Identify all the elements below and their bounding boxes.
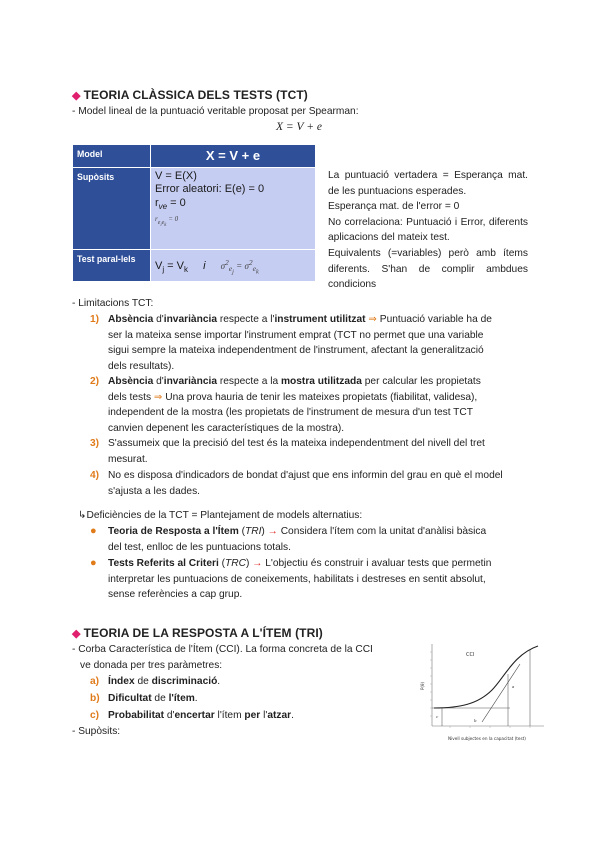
formula: X = V + e — [276, 121, 322, 133]
r-ve-formula: $r_{ve} = 0$ — [155, 196, 186, 211]
cci-line-2: ve donada per tres paràmetres: — [80, 660, 223, 671]
arrow-right-icon: → — [267, 526, 278, 537]
explanation-4: Equivalents (=variables) però amb ítems diferents. S'han de complir ambdues condicions — [328, 247, 528, 291]
diamond-bullet-icon: ◆ — [72, 628, 81, 640]
table-cell: X = V + e — [151, 145, 316, 168]
section-title-tri: ◆ TEORIA DE LA RESPOSTA A L'ÍTEM (TRI) — [72, 626, 323, 640]
param-b-label: b — [474, 718, 477, 723]
explanation-1: La puntuació vertadera = Esperança mat. de les puntuacions esperades. — [328, 170, 528, 197]
deficiencies-heading: ↳Deficiències de la TCT = Plantejament de models alternatius: — [78, 510, 363, 521]
parallel-vj-vk: $V_j = V_k$ — [155, 259, 188, 274]
bullet-icon: ● — [90, 557, 97, 569]
params-list — [90, 674, 294, 725]
table-label: Supòsits — [73, 167, 151, 249]
limitation-1-line-1: Absència d'invariància respecte a l'instrument utilitzat ⇒ Puntuació variable ha de — [108, 314, 492, 325]
conjunction: i — [203, 259, 206, 272]
explanation-2: Esperança mat. de l'error = 0 — [328, 201, 460, 213]
explanations — [328, 168, 528, 293]
limitation-2-line-1: Absència d'invariància respecte a la mostra utilitzada per calcular les propietats — [108, 376, 481, 387]
limitation-2-line-2: dels tests ⇒ Una prova hauria de tenir les mateixes propietats (fiabilitat, validesa), — [108, 391, 478, 403]
list-item: 1) Absència d'invariància respecte a l'instrument utilitzat ⇒ Puntuació variable ha de ser la mateixa sense importar l'instrument emprat (TCT no permet que una variable sigui sempre la mateixa independentment de l'instrument, afectant la generalització dels resultats). — [90, 312, 530, 374]
diamond-bullet-icon: ◆ — [72, 90, 81, 102]
figure-xlabel: Nivell subjectes en la capacitat (test) — [448, 736, 526, 741]
table-cell: V = E(X) Error aleatori: E(e) = 0 $r_{ve} = 0$ $r_{e_ie_k} = 0$ — [151, 167, 316, 249]
figure-title: CCI — [466, 652, 475, 658]
suposits-label: - Supòsits: — [72, 726, 121, 737]
cci-plot — [420, 638, 550, 748]
figure-ylabel: P(θ) — [420, 682, 425, 690]
list-item: 3) S'assumeix que la precisió del test és la mateixa independentment del nivell del tret mesurat. — [90, 438, 485, 465]
model-table — [72, 144, 316, 282]
table-row — [73, 249, 316, 282]
r-eiek-formula: $r_{e_ie_k} = 0$ — [155, 215, 179, 228]
list-item: ● Teoria de Resposta a l'Ítem (TRI) → Considera l'ítem com la unitat d'anàlisi bàsica del test, enlloc de les puntuacions totals. — [90, 525, 487, 553]
section-title-tct: ◆ TEORIA CLÀSSICA DELS TESTS (TCT) — [72, 88, 308, 102]
bullet-icon: ● — [90, 525, 97, 537]
limitations-heading: - Limitacions TCT: — [72, 298, 154, 309]
intro-text: - Model lineal de la puntuació veritable proposat per Spearman: — [72, 106, 359, 117]
table-cell — [151, 249, 316, 282]
list-item: a) Índex de discriminació. — [90, 676, 221, 687]
deficiencies-list — [90, 524, 530, 604]
list-item: 4) No es disposa d'indicadors de bondat d'ajust que ens informin del grau en què el model s'ajusta a les dades. — [90, 470, 503, 497]
param-a-label: a — [512, 684, 515, 689]
param-c-label: c — [436, 714, 439, 719]
table-label: Model — [73, 145, 151, 168]
arrow-right-icon: → — [252, 558, 263, 569]
cci-figure — [420, 638, 550, 748]
list-item: 2) Absència d'invariància respecte a la mostra utilitzada per calcular les propietats dels tests ⇒ Una prova hauria de tenir les mateixes propietats (fiabilitat, validesa), independent de la mostra (les propietats de l'instrument de mesura d'un test TCT canvien depenent les característiques de la mostra). — [90, 374, 530, 436]
list-item: c) Probabilitat d'encertar l'ítem per l'atzar. — [90, 710, 294, 721]
cci-line-1: - Corba Característica de l'Ítem (CCI). La forma concreta de la CCI — [72, 644, 373, 655]
limitations-list — [90, 312, 530, 500]
table-row — [73, 167, 316, 249]
table-row — [73, 145, 316, 168]
explanation-3: No correlaciona: Puntuació i Error, diferents aplicacions del mateix test. — [328, 216, 528, 244]
list-item: b) Dificultat de l'ítem. — [90, 693, 198, 704]
list-item: ● Tests Referits al Criteri (TRC) → L'objectiu és construir i avaluar tests que permetin interpretar les puntuacions de coneixements, habilitats i destreses en sentit absolut, sense referències a cap grup. — [90, 557, 492, 601]
variance-equality: $\sigma^2_{e_j} = \sigma^2_{e_k}$ — [220, 257, 259, 276]
table-label: Test paral-lels — [73, 249, 151, 282]
